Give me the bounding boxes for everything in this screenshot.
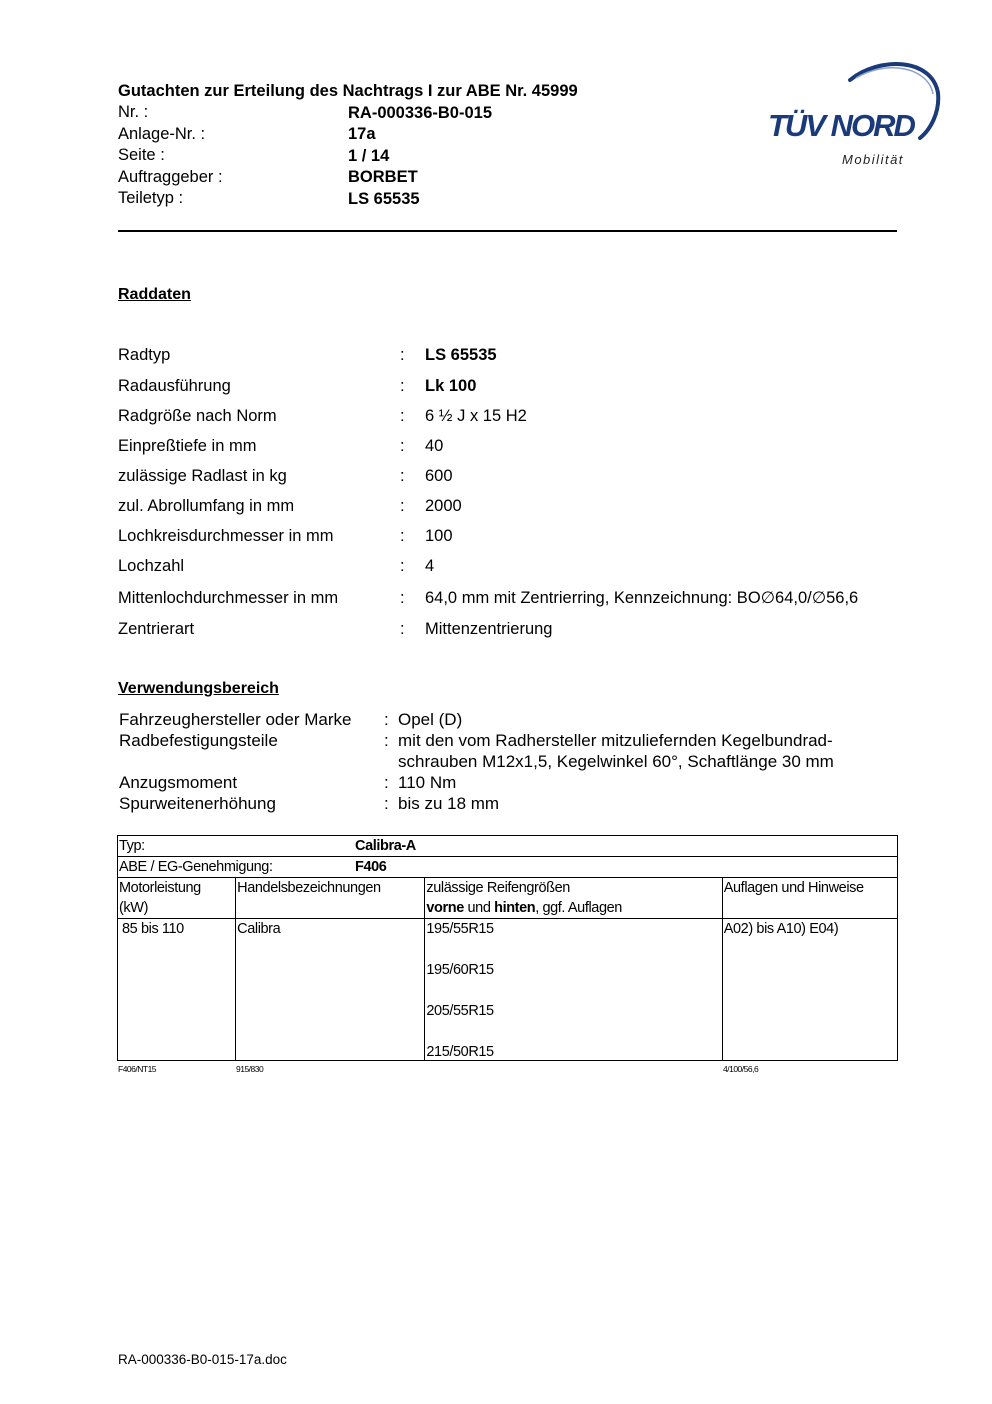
row-value: mit den vom Radhersteller mitzuliefernden Kegelbundrad- [398, 731, 833, 750]
row-value: Opel (D) [398, 710, 463, 729]
row-value: 40 [425, 437, 444, 455]
header-hinten: hinten [494, 900, 536, 916]
field-auftraggeber-value: BORBET [348, 168, 418, 186]
colon: : [384, 773, 389, 792]
verwendungsbereich-heading: Verwendungsbereich [118, 680, 279, 697]
row-label: Lochkreisdurchmesser in mm [118, 527, 334, 545]
colon: : [384, 710, 389, 729]
colon: : [384, 731, 389, 750]
header-divider [118, 230, 897, 232]
typ-label: Typ: [119, 838, 145, 854]
row-label: Einpreßtiefe in mm [118, 437, 257, 455]
field-anlage-label: Anlage-Nr. : [118, 125, 206, 143]
header-vorne: vorne [426, 900, 464, 916]
code-mid: 915/830 [236, 1064, 264, 1074]
cell-handel: Calibra [236, 919, 425, 1061]
row-label: Radgröße nach Norm [118, 407, 277, 425]
header-rest: , ggf. Auflagen [535, 900, 622, 916]
abe-row [118, 857, 898, 878]
row-label: Radtyp [118, 346, 171, 364]
cell-motor: 85 bis 110 [118, 919, 236, 1061]
colon: : [400, 497, 405, 515]
header-motor [118, 878, 236, 919]
colon: : [400, 527, 405, 545]
header-reifen-line1: zulässige Reifengrößen [426, 880, 570, 896]
abe-label: ABE / EG-Genehmigung: [119, 859, 273, 875]
footer-filename: RA-000336-B0-015-17a.doc [118, 1352, 287, 1367]
colon: : [400, 589, 405, 607]
code-left: F406/NT15 [118, 1064, 157, 1074]
abe-value: F406 [355, 859, 387, 875]
row-label: Lochzahl [118, 557, 185, 575]
row-label: Anzugsmoment [119, 773, 238, 792]
row-value: 4 [425, 557, 435, 575]
field-teiletyp-value: LS 65535 [348, 190, 420, 208]
colon: : [400, 346, 405, 364]
row-value: Lk 100 [425, 377, 477, 395]
row-label: zulässige Radlast in kg [118, 467, 287, 485]
header-motor-line1: Motorleistung [119, 880, 201, 896]
colon: : [400, 437, 405, 455]
tire-size: 195/60R15 [426, 962, 494, 978]
row-value-continuation: schrauben M12x1,5, Kegelwinkel 60°, Schaftlänge 30 mm [398, 752, 834, 771]
tire-size: 205/55R15 [426, 1003, 494, 1019]
row-label: zul. Abrollumfang in mm [118, 497, 295, 515]
cell-auflagen: A02) bis A10) E04) [722, 919, 897, 1061]
document-title: Gutachten zur Erteilung des Nachtrags I zur ABE Nr. 45999 [118, 82, 578, 100]
field-auftraggeber-label: Auftraggeber : [118, 168, 223, 186]
row-value: 100 [425, 527, 453, 545]
row-value: 600 [425, 467, 453, 485]
header-auflagen: Auflagen und Hinweise [722, 878, 897, 919]
table-row [118, 919, 898, 1061]
vehicle-type-table [117, 835, 898, 1061]
field-anlage-value: 17a [348, 125, 376, 143]
colon: : [400, 407, 405, 425]
header-und: und [463, 900, 495, 916]
colon: : [400, 377, 405, 395]
cell-tires [425, 919, 722, 1061]
raddaten-heading: Raddaten [118, 286, 191, 303]
row-value: 64,0 mm mit Zentrierring, Kennzeichnung: BO∅64,0/∅56,6 [425, 589, 859, 607]
logo-subtitle: Mobilität [842, 152, 904, 167]
row-label: Zentrierart [118, 620, 195, 638]
row-value: Mittenzentrierung [425, 620, 553, 638]
row-value: bis zu 18 mm [398, 794, 500, 813]
typ-row [118, 836, 898, 857]
header-handel: Handelsbezeichnungen [236, 878, 425, 919]
row-label: Spurweitenerhöhung [119, 794, 276, 813]
logo-wordmark: TÜV NORD [768, 108, 914, 143]
row-value: 2000 [425, 497, 462, 515]
typ-value: Calibra-A [355, 838, 416, 854]
abe-cell [118, 857, 898, 878]
colon: : [384, 794, 389, 813]
row-label: Radbefestigungsteile [119, 731, 278, 750]
header-motor-line2: (kW) [119, 900, 148, 916]
code-right: 4/100/56,6 [723, 1064, 759, 1074]
row-label: Mittenlochdurchmesser in mm [118, 589, 339, 607]
colon: : [400, 620, 405, 638]
tire-size: 195/55R15 [426, 921, 494, 937]
field-nr-value: RA-000336-B0-015 [348, 104, 492, 122]
row-label: Fahrzeughersteller oder Marke [119, 710, 352, 729]
header-reifen [425, 878, 722, 919]
row-value: 6 ½ J x 15 H2 [425, 407, 527, 425]
field-seite-value: 1 / 14 [348, 147, 390, 165]
colon: : [400, 557, 405, 575]
colon: : [400, 467, 405, 485]
tire-size: 215/50R15 [426, 1044, 494, 1060]
field-teiletyp-label: Teiletyp : [118, 189, 184, 207]
header-reifen-line2 [426, 898, 721, 918]
row-label: Radausführung [118, 377, 231, 395]
field-seite-label: Seite : [118, 146, 165, 164]
field-nr-label: Nr. : [118, 103, 149, 121]
table-header-row [118, 878, 898, 919]
typ-cell [118, 836, 898, 857]
row-value: LS 65535 [425, 346, 497, 364]
row-value: 110 Nm [398, 773, 457, 792]
